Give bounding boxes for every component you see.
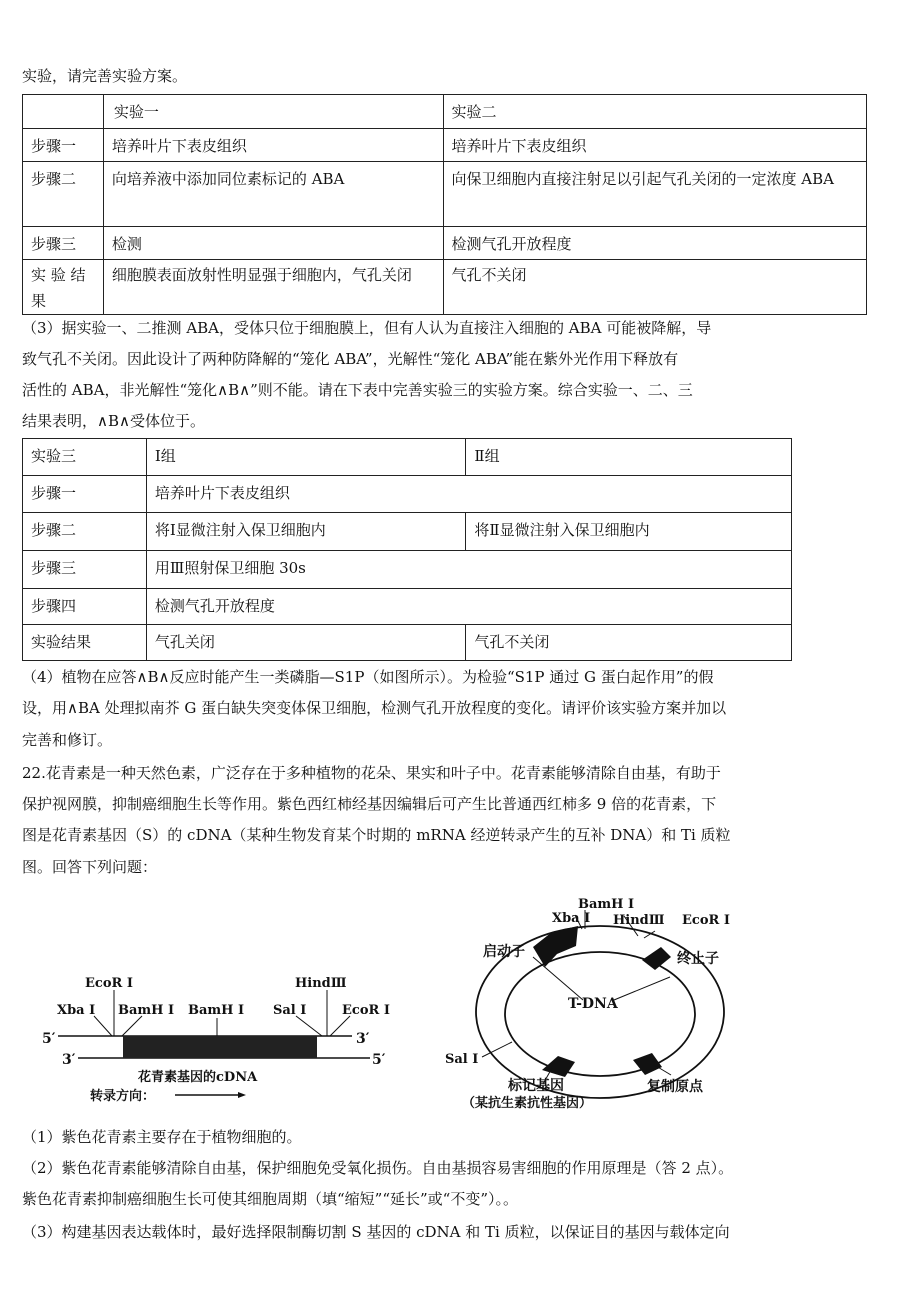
plasmid-diagram <box>445 897 730 1111</box>
table-header: Ⅱ组 <box>466 439 792 476</box>
plasmid-label-marker-note: （某抗生素抗性基因） <box>462 1096 593 1111</box>
label-hind: HindⅢ <box>295 976 347 991</box>
table-cell: 气孔不关闭 <box>443 260 866 315</box>
label-bamh1: BamH I <box>118 1003 175 1018</box>
row-label: 步骤一 <box>23 129 104 162</box>
terminator-block <box>642 947 671 970</box>
label-bamh2: BamH I <box>188 1003 245 1018</box>
experiment-table-2 <box>22 438 792 661</box>
plasmid-label-ori: 复制原点 <box>647 1079 703 1095</box>
sub-question-line: （3）构建基因表达载体时，最好选择限制酶切割 S 基因的 cDNA 和 Ti 质粒，以保证目的基因与载体定向 <box>22 1223 730 1241</box>
table-cell <box>23 95 104 129</box>
q4-line: （4）植物在应答∧B∧反应时能产生一类磷脂—S1P（如图所示）。为检验“S1P 通过 G 蛋白起作用”的假 <box>22 668 714 686</box>
table-cell: 检测 <box>103 227 443 260</box>
label-3-right: 3′ <box>356 1031 370 1047</box>
plasmid-label-ecori: EcoR I <box>682 913 730 928</box>
table-cell: 气孔不关闭 <box>466 625 792 661</box>
q4-line: 设，用∧BA 处理拟南芥 G 蛋白缺失突变体保卫细胞，检测气孔开放程度的变化。请评价该实验方案并加以 <box>22 699 727 717</box>
table-header: 实验一 <box>103 95 443 129</box>
cdna-diagram <box>42 976 390 1104</box>
sub-question-line: （2）紫色花青素能够清除自由基，保护细胞免受氧化损伤。自由基损容易害细胞的作用原理是（答 2 点）。 <box>22 1159 734 1177</box>
row-label: 步骤二 <box>23 162 104 227</box>
plasmid-label-sal: Sal I <box>445 1052 479 1067</box>
plasmid-label-promoter: 启动子 <box>483 944 525 960</box>
row-label: 步骤二 <box>23 513 147 551</box>
plasmid-label-tdna: T-DNA <box>568 996 618 1012</box>
plasmid-label-xba: Xba I <box>552 911 591 926</box>
row-label: 步骤三 <box>23 227 104 260</box>
figure-cdna-and-ti-plasmid <box>30 890 750 1115</box>
q22-line: 图是花青素基因（S）的 cDNA（某种生物发育某个时期的 mRNA 经逆转录产生的互补 DNA）和 Ti 质粒 <box>22 826 731 844</box>
q22-line: 图。回答下列问题： <box>22 858 158 876</box>
intro-text: 实验，请完善实验方案。 <box>22 67 188 85</box>
row-label: 步骤三 <box>23 551 147 589</box>
label-sal: Sal I <box>273 1003 307 1018</box>
q3-line: （3）据实验一、二推测 ABA，受体只位于细胞膜上，但有人认为直接注入细胞的 ABA 可能被降解，导 <box>22 319 712 337</box>
row-label: 步骤一 <box>23 476 147 513</box>
cdna-caption: 花青素基因的cDNA <box>138 1070 258 1085</box>
plasmid-label-terminator: 终止子 <box>677 951 719 967</box>
table-cell: 检测气孔开放程度 <box>146 589 791 625</box>
q3-line: 致气孔不关闭。因此设计了两种防降解的“笼化 ABA”，光解性“笼化 ABA”能在紫外光作用下释放有 <box>22 350 679 368</box>
table-cell: 培养叶片下表皮组织 <box>146 476 791 513</box>
label-ecori-right: EcoR I <box>342 1003 390 1018</box>
table-header: 实验三 <box>23 439 147 476</box>
q4-line: 完善和修订。 <box>22 731 113 749</box>
promoter-block <box>533 926 578 967</box>
table-cell: 培养叶片下表皮组织 <box>103 129 443 162</box>
table-cell: 将Ⅱ显微注射入保卫细胞内 <box>466 513 792 551</box>
plasmid-label-bamh: BamH I <box>578 897 635 912</box>
plasmid-label-marker: 标记基因 <box>508 1078 564 1094</box>
sub-question-line: 紫色花青素抑制癌细胞生长可使其细胞周期（填“缩短”“延长”或“不变”）。。 <box>22 1190 519 1208</box>
table-header: 实验二 <box>443 95 866 129</box>
table-cell: 将Ⅰ显微注射入保卫细胞内 <box>146 513 466 551</box>
table-header: Ⅰ组 <box>146 439 466 476</box>
q22-line: 22.花青素是一种天然色素，广泛存在于多种植物的花朵、果实和叶子中。花青素能够清除自由基，有助于 <box>22 764 721 782</box>
q22-line: 保护视网膜，抑制癌细胞生长等作用。紫色西红柿经基因编辑后可产生比普通西红柿多 9 倍的花青素，下 <box>22 795 717 813</box>
table-cell: 用Ⅲ照射保卫细胞 30s <box>146 551 791 589</box>
sub-question-line: （1）紫色花青素主要存在于植物细胞的。 <box>22 1128 302 1146</box>
label-5-left: 5′ <box>42 1031 56 1047</box>
table-cell: 细胞膜表面放射性明显强于细胞内，气孔关闭 <box>103 260 443 315</box>
row-label: 实验结果 <box>23 625 147 661</box>
row-label: 步骤四 <box>23 589 147 625</box>
label-xba: Xba I <box>57 1003 96 1018</box>
table-cell: 检测气孔开放程度 <box>443 227 866 260</box>
row-label: 实 验 结果 <box>23 260 104 315</box>
table-cell: 向保卫细胞内直接注射足以引起气孔关闭的一定浓度 ABA <box>443 162 866 227</box>
q3-line: 活性的 ABA，非光解性“笼化∧B∧”则不能。请在下表中完善实验三的实验方案。综合实验一、二、三 <box>22 381 693 399</box>
cdna-gene-block <box>123 1036 317 1058</box>
label-ecori-left: EcoR I <box>85 976 133 991</box>
table-cell: 气孔关闭 <box>146 625 466 661</box>
label-3-left: 3′ <box>62 1052 76 1068</box>
experiment-table-1 <box>22 94 867 315</box>
label-5-right: 5′ <box>372 1052 386 1068</box>
plasmid-label-hind: HindⅢ <box>613 913 665 928</box>
table-cell: 向培养液中添加同位素标记的 ABA <box>103 162 443 227</box>
transcription-direction-label: 转录方向： <box>90 1089 156 1104</box>
q3-line: 结果表明，∧B∧受体位于。 <box>22 412 205 430</box>
table-cell: 培养叶片下表皮组织 <box>443 129 866 162</box>
